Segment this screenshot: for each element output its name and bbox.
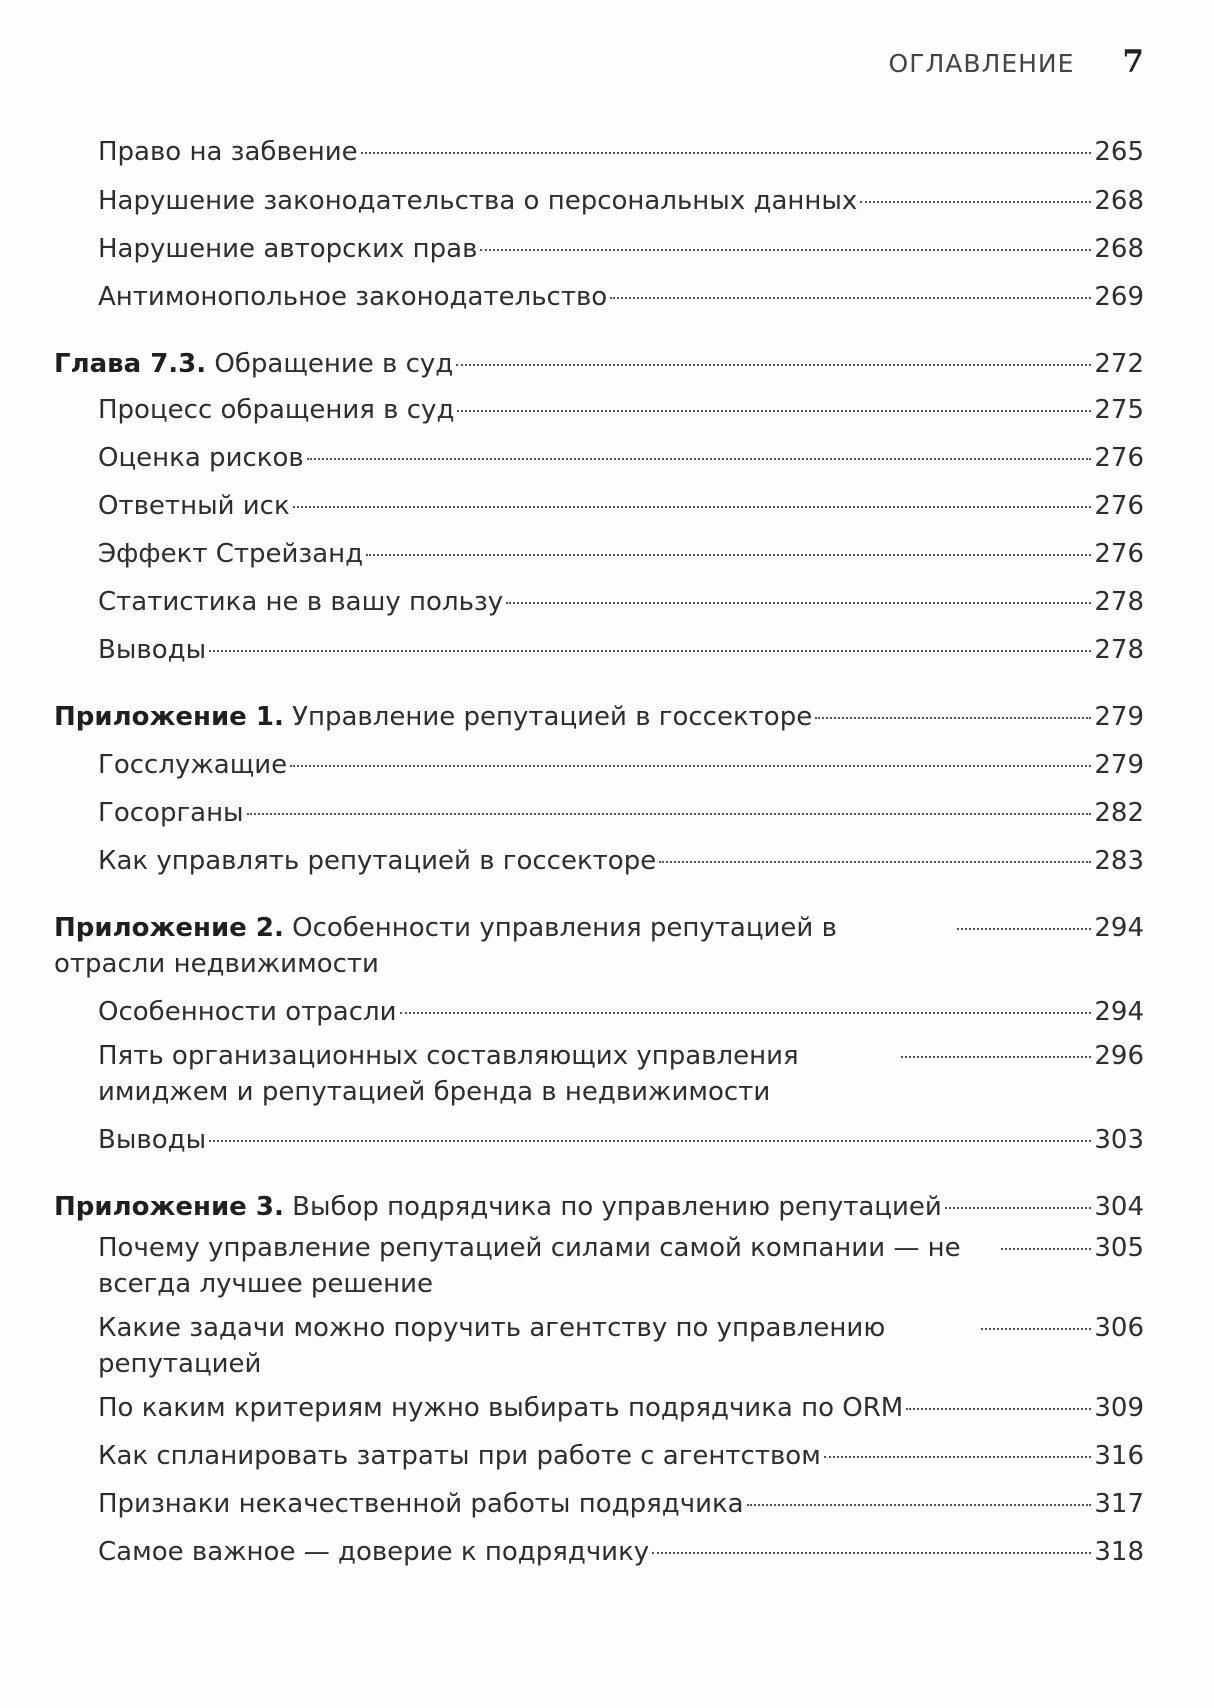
header-title: ОГЛАВЛЕНИЕ bbox=[888, 49, 1075, 78]
dot-leader bbox=[957, 927, 1091, 930]
entry-page: 283 bbox=[1094, 846, 1144, 876]
toc-entry bbox=[0, 440, 1214, 476]
dot-leader bbox=[366, 553, 1091, 556]
dot-leader bbox=[824, 1455, 1092, 1458]
entry-page: 279 bbox=[1094, 750, 1144, 780]
entry-page: 268 bbox=[1094, 186, 1144, 216]
dot-leader bbox=[506, 601, 1091, 604]
toc-entry bbox=[0, 1310, 1214, 1382]
entry-page: 276 bbox=[1094, 491, 1144, 521]
entry-title: Самое важное — доверие к подрядчику bbox=[98, 1537, 650, 1567]
entry-title: Почему управление репутацией силами самой компании — не всегда лучшее решение bbox=[98, 1233, 961, 1299]
toc-appendix-entry bbox=[0, 1189, 1214, 1225]
entry-page: 304 bbox=[1094, 1192, 1144, 1222]
appendix-label: Приложение 1. bbox=[54, 702, 284, 732]
toc-entry bbox=[0, 843, 1214, 879]
entry-title: Выводы bbox=[98, 635, 207, 665]
dot-leader bbox=[307, 457, 1092, 460]
entry-page: 276 bbox=[1094, 443, 1144, 473]
entry-title: Процесс обращения в суд bbox=[98, 395, 455, 425]
entry-page: 272 bbox=[1094, 349, 1144, 379]
entry-title: Пять организационных составляющих управления имиджем и репутацией бренда в недвижимости bbox=[98, 1041, 799, 1107]
toc-entry bbox=[0, 488, 1214, 524]
entry-page: 296 bbox=[1094, 1041, 1144, 1071]
toc-entry bbox=[0, 231, 1214, 267]
entry-page: 294 bbox=[1094, 913, 1144, 943]
entry-page: 305 bbox=[1094, 1233, 1144, 1263]
entry-page: 278 bbox=[1094, 587, 1144, 617]
table-of-contents bbox=[0, 134, 1214, 1570]
dot-leader bbox=[209, 649, 1091, 652]
entry-title: Статистика не в вашу пользу bbox=[98, 587, 504, 617]
entry-title: Госорганы bbox=[98, 798, 244, 828]
chapter-label: Глава 7.3. bbox=[54, 349, 207, 379]
entry-title: Как управлять репутацией в госсекторе bbox=[98, 846, 657, 876]
entry-page: 275 bbox=[1094, 395, 1144, 425]
entry-title: Признаки некачественной работы подрядчика bbox=[98, 1489, 744, 1519]
toc-entry bbox=[0, 795, 1214, 831]
dot-leader bbox=[361, 151, 1092, 154]
entry-title: Особенности управления репутацией в отрасли недвижимости bbox=[54, 913, 837, 979]
entry-page: 309 bbox=[1094, 1393, 1144, 1423]
entry-page: 269 bbox=[1094, 282, 1144, 312]
entry-page: 306 bbox=[1094, 1313, 1144, 1343]
toc-entry bbox=[0, 134, 1214, 170]
entry-page: 317 bbox=[1094, 1489, 1144, 1519]
toc-entry bbox=[0, 1390, 1214, 1426]
toc-chapter-entry bbox=[0, 346, 1214, 382]
toc-entry bbox=[0, 392, 1214, 428]
dot-leader bbox=[901, 1055, 1091, 1058]
entry-page: 278 bbox=[1094, 635, 1144, 665]
toc-entry bbox=[0, 632, 1214, 668]
dot-leader bbox=[747, 1503, 1092, 1506]
entry-title: Как спланировать затраты при работе с агентством bbox=[98, 1441, 821, 1471]
entry-page: 294 bbox=[1094, 997, 1144, 1027]
entry-title: Выводы bbox=[98, 1125, 207, 1155]
dot-leader bbox=[400, 1011, 1092, 1014]
entry-title: Какие задачи можно поручить агентству по управлению репутацией bbox=[98, 1313, 886, 1379]
dot-leader bbox=[480, 248, 1091, 251]
dot-leader bbox=[945, 1206, 1092, 1209]
dot-leader bbox=[981, 1327, 1091, 1330]
dot-leader bbox=[652, 1551, 1091, 1554]
entry-title: Обращение в суд bbox=[214, 349, 454, 379]
entry-page: 316 bbox=[1094, 1441, 1144, 1471]
entry-page: 303 bbox=[1094, 1125, 1144, 1155]
dot-leader bbox=[247, 812, 1092, 815]
running-header bbox=[889, 44, 1144, 80]
toc-appendix-entry bbox=[0, 910, 1214, 982]
dot-leader bbox=[659, 860, 1091, 863]
dot-leader bbox=[457, 409, 1091, 412]
toc-appendix-entry bbox=[0, 699, 1214, 735]
entry-title: Выбор подрядчика по управлению репутацией bbox=[292, 1192, 942, 1222]
entry-title: Эффект Стрейзанд bbox=[98, 539, 364, 569]
dot-leader bbox=[906, 1407, 1091, 1410]
entry-page: 318 bbox=[1094, 1537, 1144, 1567]
dot-leader bbox=[456, 363, 1091, 366]
toc-entry bbox=[0, 1038, 1214, 1110]
toc-entry bbox=[0, 747, 1214, 783]
toc-entry bbox=[0, 1230, 1214, 1302]
toc-entry bbox=[0, 1534, 1214, 1570]
entry-title: Госслужащие bbox=[98, 750, 288, 780]
entry-page: 276 bbox=[1094, 539, 1144, 569]
entry-title: Право на забвение bbox=[98, 137, 358, 167]
appendix-label: Приложение 3. bbox=[54, 1192, 284, 1222]
toc-entry bbox=[0, 536, 1214, 572]
entry-page: 268 bbox=[1094, 234, 1144, 264]
dot-leader bbox=[290, 764, 1091, 767]
toc-entry bbox=[0, 1438, 1214, 1474]
dot-leader bbox=[860, 200, 1091, 203]
toc-entry bbox=[0, 1122, 1214, 1158]
entry-title: Нарушение авторских прав bbox=[98, 234, 478, 264]
entry-title: Ответный иск bbox=[98, 491, 290, 521]
dot-leader bbox=[209, 1139, 1091, 1142]
dot-leader bbox=[293, 505, 1092, 508]
dot-leader bbox=[1001, 1247, 1091, 1250]
toc-entry bbox=[0, 279, 1214, 315]
entry-page: 282 bbox=[1094, 798, 1144, 828]
toc-entry bbox=[0, 183, 1214, 219]
entry-title: По каким критериям нужно выбирать подрядчика по ORM bbox=[98, 1393, 904, 1423]
appendix-label: Приложение 2. bbox=[54, 913, 284, 943]
toc-entry bbox=[0, 994, 1214, 1030]
entry-page: 279 bbox=[1094, 702, 1144, 732]
entry-title: Особенности отрасли bbox=[98, 997, 397, 1027]
toc-entry bbox=[0, 584, 1214, 620]
entry-title: Управление репутацией в госсекторе bbox=[292, 702, 813, 732]
toc-entry bbox=[0, 1486, 1214, 1522]
header-page-number: 7 bbox=[1122, 44, 1144, 80]
entry-title: Нарушение законодательства о персональных данных bbox=[98, 186, 858, 216]
dot-leader bbox=[610, 296, 1091, 299]
entry-title: Антимонопольное законодательство bbox=[98, 282, 608, 312]
entry-page: 265 bbox=[1094, 137, 1144, 167]
entry-title: Оценка рисков bbox=[98, 443, 304, 473]
dot-leader bbox=[815, 716, 1091, 719]
